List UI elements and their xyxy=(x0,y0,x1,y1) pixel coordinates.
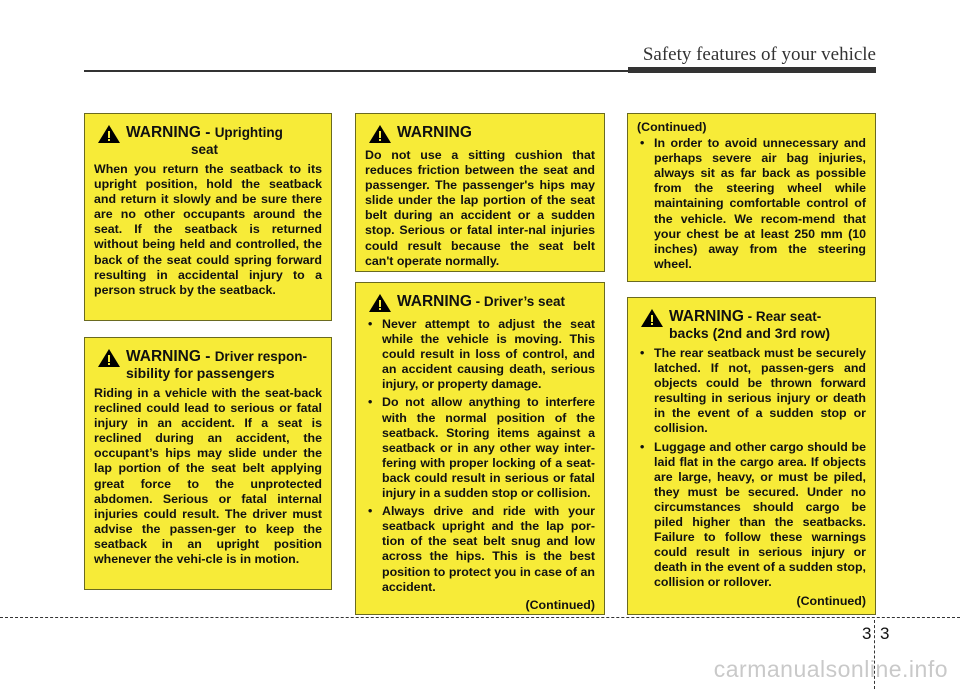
page-header-title: Safety features of your vehicle xyxy=(642,44,876,65)
warning-subtitle: Uprighting xyxy=(214,125,283,140)
list-item: • Always drive and ride with your seatback upright and the lap por-tion of the seat belt snug and low across the hips. This is the best position to protect you in case of an accident. xyxy=(365,504,595,595)
list-item: • Do not allow anything to interfere with the normal position of the seatback. Storing items against a seatback or in any other way inter-fering with proper locking of a seat-back could result in serious or fatal injury in a sudden stop or collision. xyxy=(365,395,595,501)
warning-box-driver-responsibility xyxy=(84,337,332,590)
warning-subtitle-line2: seat xyxy=(190,142,218,157)
warning-title: WARNING - xyxy=(126,124,215,141)
warning-triangle-icon xyxy=(640,308,664,328)
warning-box-drivers-seat xyxy=(355,282,605,615)
warning-heading xyxy=(365,293,595,313)
warning-triangle-icon xyxy=(368,293,392,313)
warning-heading xyxy=(94,348,322,382)
warning-triangle-icon xyxy=(97,348,121,368)
warning-title: WARNING xyxy=(397,124,472,141)
warning-heading xyxy=(365,124,595,144)
warning-title: WARNING xyxy=(397,293,472,310)
page-number: 3 xyxy=(880,624,890,643)
warning-subtitle: Driver respon- xyxy=(214,349,307,364)
list-item: • In order to avoid unnecessary and perhaps severe air bag injuries, always sit as far back as possible from the steering wheel while maintaining comfortable control of the vehicle. We recom-mend that your chest be at least 250 mm (10 inches) away from the steering wheel. xyxy=(637,136,866,272)
warning-heading xyxy=(637,308,866,342)
list-item: • Never attempt to adjust the seat while the vehicle is moving. This could result in loss of control, and an accident causing death, serious injury, or property damage. xyxy=(365,317,595,392)
list-item: • Luggage and other cargo should be laid flat in the cargo area. If objects are large, heavy, or must be piled, they must be secured. Under no circumstances should cargo be piled higher than the seatbacks. Failure to follow these warnings could result in serious injury or death in the event of a sudden stop, collision or rollover. xyxy=(637,440,866,591)
warning-title: WARNING xyxy=(669,308,744,325)
warning-heading xyxy=(94,124,322,158)
list-item: • The rear seatback must be securely latched. If not, passen-gers and objects could be thrown forward resulting in serious injury or death in the event of a sudden stop or collision. xyxy=(637,346,866,437)
warning-box-continued-air-bag xyxy=(627,113,876,282)
warning-box-rear-seatbacks xyxy=(627,297,876,615)
header-rule-accent xyxy=(628,67,876,73)
chapter-number: 3 xyxy=(862,624,872,643)
warning-title: WARNING - xyxy=(126,348,215,365)
footer-dashed-rule xyxy=(0,617,960,618)
warning-subtitle: - Driver’s seat xyxy=(471,294,565,309)
warning-body: When you return the seatback to its upright position, hold the seatback and return it slowly and be sure there are no other occupants around the seat. If the seatback is returned without being held and controlled, the back of the seat could spring forward resulting in accidental injury to a person struck by the seatback. xyxy=(94,162,322,297)
continued-label: (Continued) xyxy=(796,593,866,608)
warning-box-sitting-cushion xyxy=(355,113,605,272)
warning-subtitle: - Rear seat- xyxy=(743,309,822,324)
watermark-text: carmanualsonline.info xyxy=(713,656,948,682)
continued-label: (Continued) xyxy=(637,120,707,134)
warning-box-uprighting-seat xyxy=(84,113,332,321)
warning-bullet-list xyxy=(637,346,866,591)
warning-body: Riding in a vehicle with the seat-back reclined could lead to serious or fatal injury in an accident. If a seat is reclined during an accident, the occupant’s hips may slide under the lap portion of the seat belt applying great force to the unprotected abdomen. Serious or fatal internal injuries could result. The driver must advise the passen-ger to keep the seatback in an upright position whenever the vehi-cle is in motion. xyxy=(94,386,322,567)
warning-bullet-list xyxy=(637,136,866,272)
warning-body: Do not use a sitting cushion that reduces friction between the seat and passenger. The passenger's hips may slide under the lap portion of the seat belt during an accident or a sudden stop. Serious or fatal inter-nal injuries could result because the seat belt can't operate normally. xyxy=(365,148,595,268)
warning-triangle-icon xyxy=(368,124,392,144)
continued-label: (Continued) xyxy=(525,597,595,612)
warning-subtitle-line2: sibility for passengers xyxy=(126,365,275,381)
warning-triangle-icon xyxy=(97,124,121,144)
warning-subtitle-line2: backs (2nd and 3rd row) xyxy=(669,325,831,341)
warning-bullet-list xyxy=(365,317,595,595)
